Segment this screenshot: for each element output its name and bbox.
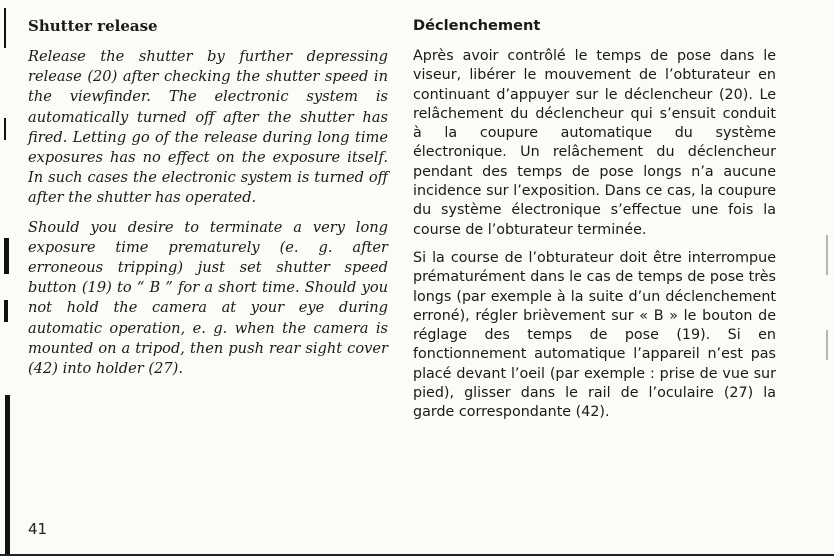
section-heading: Déclenchement: [413, 17, 541, 34]
paragraph: Si la course de l’obturateur doit être interrompue prématurément dans le cas de temps de pose très longs (par exemple à la suite d’un déclenchement erroné), régler brièvement sur « B » le bouton de réglage des temps de pose (19). Si en fonctionnement automatique l’appareil n’est pas placé devant l’oeil (par exemple : prise de vue sur pied), glisser dans le rail de l’oculaire (27) la garde correspondante (42).: [413, 249, 776, 421]
french-column: [413, 15, 776, 432]
binding-edge-mark: [4, 300, 8, 322]
binding-edge-mark: [4, 8, 6, 48]
binding-edge-mark: [4, 118, 6, 140]
page-number: 41: [28, 520, 48, 538]
binding-edge-mark: [4, 238, 9, 274]
section-heading: Shutter release: [28, 17, 158, 35]
paragraph: Release the shutter by further depressing release (20) after checking the shutter speed in the viewfinder. The electronic system is automatically turned off after the shutter has fired. Letting go of the release during long time exposures has no effect on the exposure itself. In such cases the electronic system is turned off after the shutter has operated.: [28, 48, 388, 207]
paragraph: Après avoir contrôlé le temps de pose dans le viseur, libérer le mouvement de l’obturateur en continuant d’appuyer sur le déclencheur (20). Le relâchement du déclencheur qui s’ensuit conduit à la coupure automatique du système électronique. Un relâchement du déclencheur pendant des temps de pose longs n’a aucune incidence sur l’exposition. Dans ce cas, la coupure du système électronique s’effectue une fois la course de l’obturateur terminée.: [413, 48, 776, 238]
binding-edge-mark: [5, 395, 10, 555]
paragraph: Should you desire to terminate a very long exposure time prematurely (e. g. after erroneous tripping) just set shutter speed button (19) to “ B ” for a short time. Should you not hold the camera at your eye during automatic operation, e. g. when the camera is mounted on a tripod, then push rear sight cover (42) into holder (27).: [28, 218, 388, 378]
page-bottom-edge: [0, 554, 834, 556]
scan-artifact: [826, 330, 828, 360]
english-column: [28, 15, 388, 388]
scan-artifact: [826, 235, 828, 275]
